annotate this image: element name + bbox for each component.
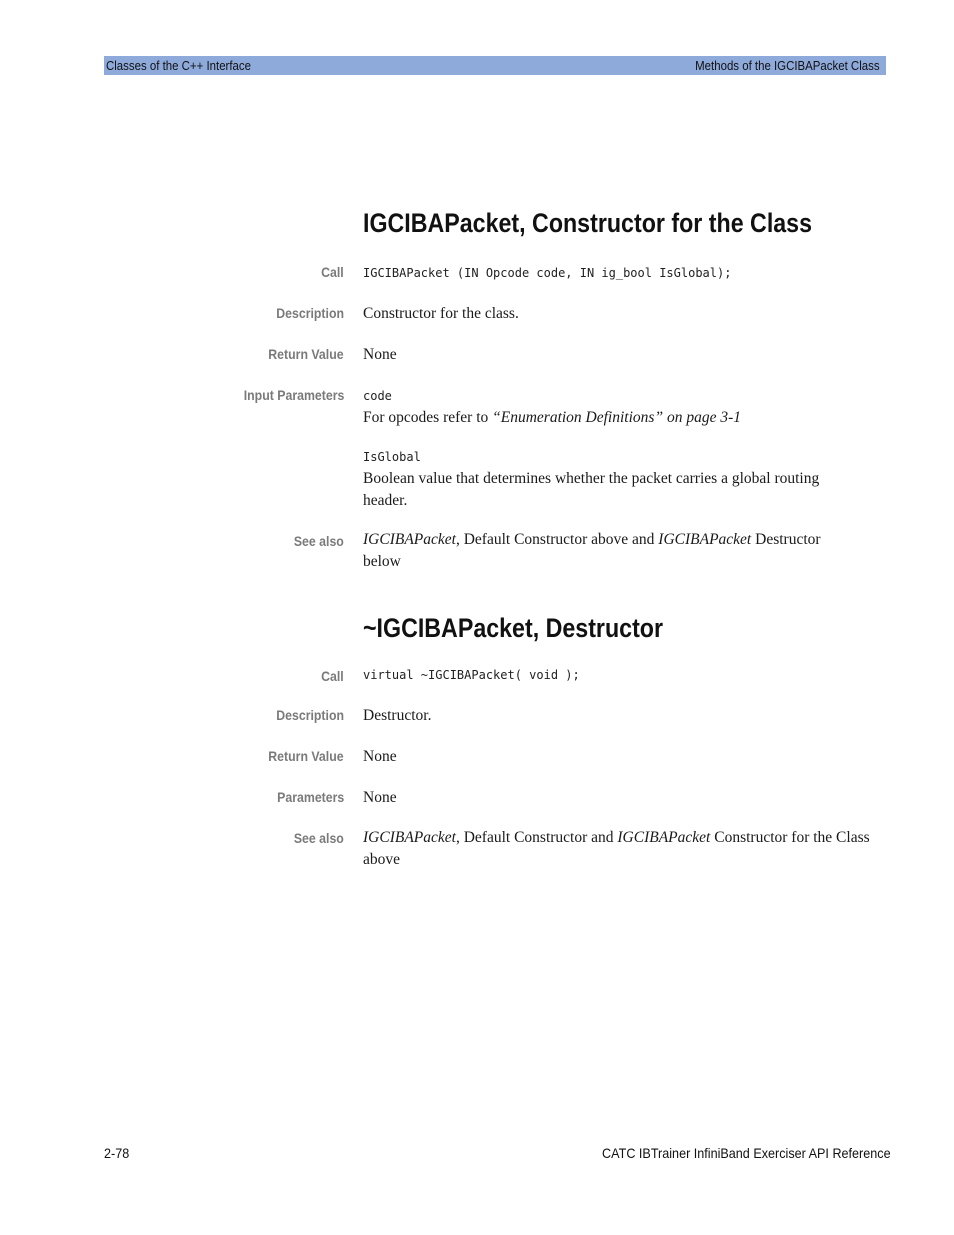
running-header: [104, 56, 886, 75]
destructor-description: Destructor.: [363, 707, 432, 724]
page-number: 2-78: [104, 1145, 130, 1161]
constructor-see-also: [363, 529, 833, 573]
param-isglobal-description: Boolean value that determines whether the packet carries a global routing header.: [363, 470, 820, 509]
header-left-text: Classes of the C++ Interface: [106, 58, 251, 73]
destructor-params-value: None: [363, 789, 397, 806]
destructor-return-label: Return Value: [268, 748, 344, 764]
enumeration-definitions-link[interactable]: “Enumeration Definitions” on page 3-1: [492, 409, 741, 426]
destructor-return-value: None: [363, 748, 397, 765]
destructor-call-label: Call: [321, 668, 344, 684]
constructor-description-label: Description: [276, 305, 344, 321]
see-also-ref-destructor[interactable]: IGCIBAPacket: [658, 531, 752, 548]
constructor-return-label: Return Value: [268, 346, 344, 362]
destructor-call-signature: virtual ~IGCIBAPacket( void );: [363, 668, 580, 682]
constructor-call-label: Call: [321, 264, 344, 280]
constructor-return-value: None: [363, 346, 397, 363]
constructor-description: Constructor for the class.: [363, 305, 519, 322]
destructor-see-also-label: See also: [293, 830, 344, 846]
see-also-ref-default-constructor[interactable]: IGCIBAPacket: [363, 531, 456, 548]
see-also-text: Destructor below: [363, 531, 821, 570]
param-code-name: code: [363, 389, 392, 403]
see-also-text: , Default Constructor and: [455, 829, 618, 846]
see-also-text: , Default Constructor above and: [455, 531, 659, 548]
destructor-params-label: Parameters: [276, 789, 344, 805]
header-right-text: Methods of the IGCIBAPacket Class: [695, 58, 880, 73]
constructor-heading: IGCIBAPacket, Constructor for the Class: [363, 208, 813, 238]
destructor-heading: ~IGCIBAPacket, Destructor: [363, 613, 664, 643]
see-also-ref-default-constructor[interactable]: IGCIBAPacket: [363, 829, 456, 846]
see-also-ref-constructor[interactable]: IGCIBAPacket: [617, 829, 711, 846]
destructor-description-label: Description: [276, 707, 344, 723]
param-isglobal-name: IsGlobal: [363, 450, 421, 464]
param-code-desc-prefix: For opcodes refer to: [363, 409, 493, 426]
document-title: CATC IBTrainer InfiniBand Exerciser API Reference: [602, 1145, 891, 1161]
destructor-see-also: [363, 827, 888, 871]
constructor-call-signature: IGCIBAPacket (IN Opcode code, IN ig_bool IsGlobal);: [363, 266, 732, 280]
param-code-description: [363, 407, 888, 429]
constructor-see-also-label: See also: [293, 533, 344, 549]
constructor-input-params-label: Input Parameters: [243, 387, 344, 403]
see-also-text: Constructor for the Class above: [363, 829, 870, 868]
